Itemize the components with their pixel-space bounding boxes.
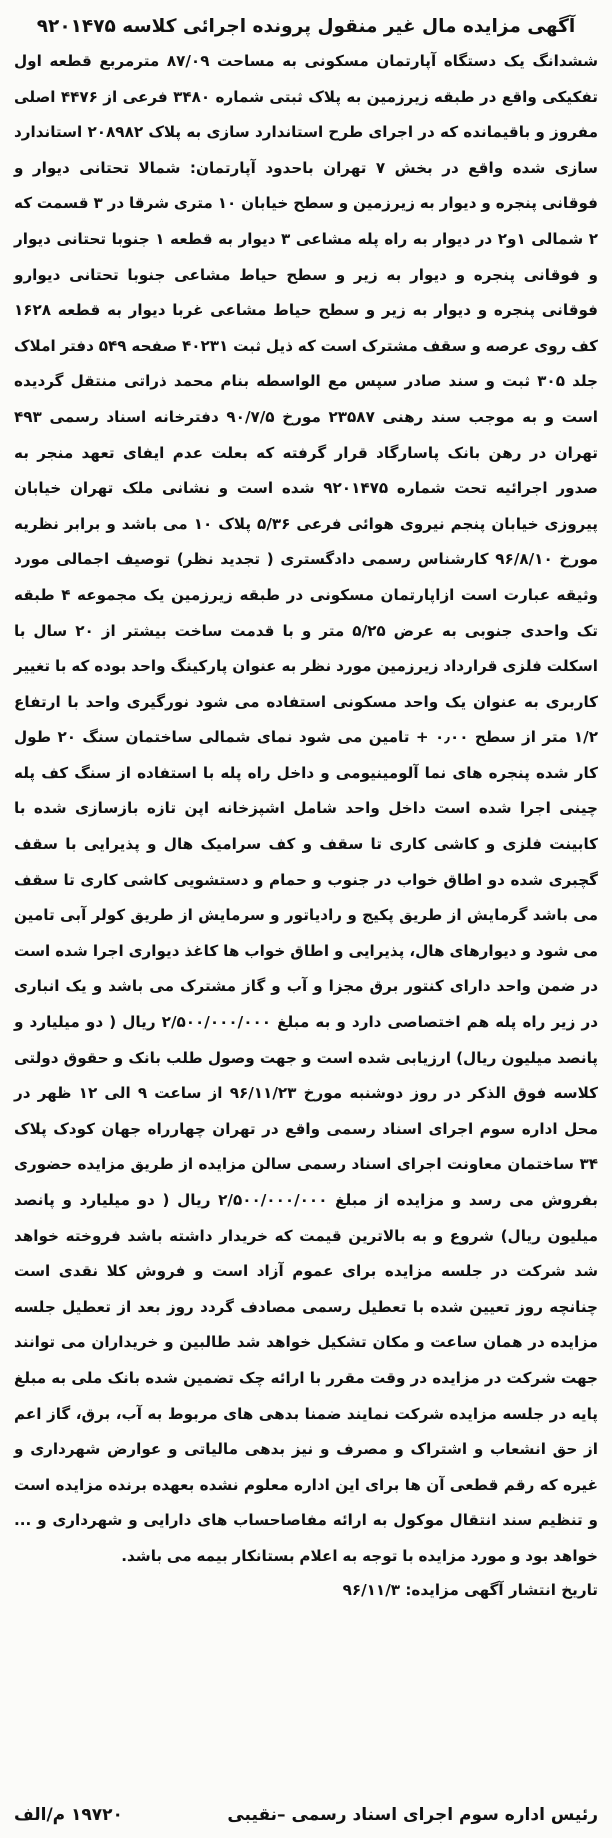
notice-title: آگهی مزایده مال غیر منقول پرونده اجرائی کلاسه ۹۲۰۱۴۷۵	[36, 16, 576, 37]
publish-date: تاریخ انتشار آگهی مزایده: ۹۶/۱۱/۳	[342, 1580, 598, 1599]
notice-code: ۱۹۷۲۰ م/الف	[14, 1805, 123, 1825]
notice-body: ششدانگ یک دستگاه آپارتمان مسکونی به مساحت ۸۷/۰۹ مترمربع قطعه اول تفکیکی واقع در طبقه زیرزمین به پلاک ثبتی شماره ۳۴۸۰ فرعی از ۴۴۷۶ اصلی مفروز و باقیمانده که در اجرای طرح استاندارد سازی به پلاک ۲۰۸۹۸۲ استاندارد سازی شده واقع در بخش ۷ تهران باحدود آپارتمان: شمالا تحتانی دیوار و فوقانی پنجره و دیوار به زیرزمین و سطح خیابان ۱۰ متری شرقا در ۳ قسمت که ۲ شمالی ۱و۲ در دیوار به راه پله مشاعی ۳ دیوار به قطعه ۱ جنوبا تحتانی دیوار و فوقانی پنجره و دیوار به زیر و سطح حیاط مشاعی جنوبا تحتانی دیوارو فوقانی پنجره و دیوار به زیر و سطح حیاط مشاعی غربا دیوار به قطعه ۱۶۲۸ کف روی عرصه و سقف مشترک است که ذیل ثبت ۴۰۲۳۱ صفحه ۵۴۹ دفتر املاک جلد ۳۰۵ ثبت و سند صادر سپس مع الواسطه بنام محمد ذراتی منتقل گردیده است و به موجب سند رهنی ۲۳۵۸۷ مورخ ۹۰/۷/۵ دفترخانه اسناد رسمی ۴۹۳ تهران در رهن بانک پاسارگاد قرار گرفته که بعلت عدم ایفای تعهد منجر به صدور اجرائیه تحت شماره ۹۲۰۱۴۷۵ شده است و نشانی ملک تهران خیابان پیروزی خیابان پنجم نیروی هوائی فرعی ۵/۳۶ پلاک ۱۰ می باشد و برابر نظریه مورخ ۹۶/۸/۱۰ کارشناس رسمی دادگستری ( تجدید نظر) توصیف اجمالی مورد وثیقه عبارت است ازاپارتمان مسکونی در طبقه زیرزمین یک مجموعه ۴ طبقه تک واحدی جنوبی به عرض ۵/۲۵ متر و با قدمت ساخت بیشتر از ۲۰ سال با اسکلت فلزی قرارداد زیرزمین مورد نظر به عنوان پارکینگ واحد بوده که با تغییر کاربری به عنوان یک واحد مسکونی استفاده می شود نورگیری واحد با ارتفاع ۱/۲ متر از سطح ۰٫۰۰ + تامین می شود نمای شمالی ساختمان سنگ ۲۰ طول کار شده پنجره های نما آلومینیومی و داخل راه پله با استفاده از سنگ کف پله چینی اجرا شده است داخل واحد شامل اشپزخانه اپن تازه بازسازی شده با کابینت فلزی و کاشی کاری تا سقف و کف سرامیک هال و پذیرایی با سقف گچبری شده دو اطاق خواب در جنوب و حمام و دستشویی کاشی کاری تا سقف می باشد گرمایش از طریق پکیج و رادیاتور و سرمایش از طریق کولر آبی تامین می شود و دیوارهای هال، پذیرایی و اطاق خواب ها کاغذ دیواری اجرا شده است در ضمن واحد دارای کنتور برق مجزا و آب و گاز مشترک می باشد و یک انباری در زیر راه پله هم اختصاصی دارد و به مبلغ ۲/۵۰۰/۰۰۰/۰۰۰ ریال ( دو میلیارد و پانصد میلیون ریال) ارزیابی شده است و جهت وصول طلب بانک و حقوق دولتی کلاسه فوق الذکر در روز دوشنبه مورخ ۹۶/۱۱/۲۳ از ساعت ۹ الی ۱۲ ظهر در محل اداره سوم اجرای اسناد رسمی واقع در تهران چهارراه جهان کودک پلاک ۳۴ ساختمان معاونت اجرای اسناد رسمی سالن مزایده از طریق مزایده حضوری بفروش می رسد و مزایده از مبلغ ۲/۵۰۰/۰۰۰/۰۰۰ ریال ( دو میلیارد و پانصد میلیون ریال) شروع و به بالاترین قیمت که خریدار داشته باشد فروخته خواهد شد شرکت در جلسه مزایده برای عموم آزاد است و فروش کلا نقدی است چنانچه روز تعیین شده با تعطیل رسمی مصادف گردد روز بعد از تعطیل جلسه مزایده در همان ساعت و مکان تشکیل خواهد شد طالبین و خریداران می توانند جهت شرکت در مزایده در وقت مقرر با ارائه چک تضمین شده بانک ملی به مبلغ پایه در جلسه مزایده شرکت نمایند ضمنا بدهی های مربوط به آب، برق، گاز اعم از حق انشعاب و اشتراک و مصرف و نیز بدهی مالیاتی و عوارض شهرداری و غیره که رقم قطعی آن ها برای این اداره معلوم نشده بعهده برنده مزایده است و تنظیم سند انتقال موکول به ارائه مفاصاحساب های دارایی و شهرداری و ... خواهد بود و مورد مزایده با توجه به اعلام بستانکار بیمه می باشد.	[14, 52, 599, 1565]
signer-name: رئیس اداره سوم اجرای اسناد رسمی –نقیبی	[227, 1805, 598, 1825]
notice-footer	[14, 1798, 598, 1832]
